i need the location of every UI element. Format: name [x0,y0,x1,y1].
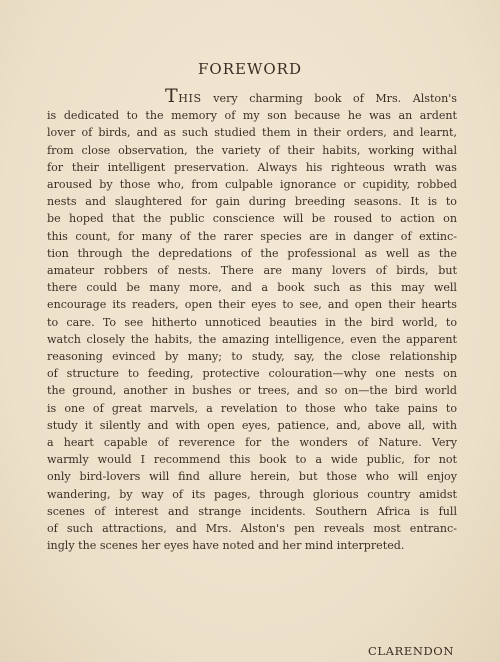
paragraph-line: to care. To see hitherto unnoticed beauties in the bird world, to [47,315,457,329]
paragraph-line: lover of birds, and as such studied them in their orders, and learnt, [47,126,457,140]
paragraph-line: is dedicated to the memory of my son because he was an ardent [47,109,457,123]
paragraph-line: study it silently and with open eyes, patience, and, above all, with [47,418,457,432]
paragraph-line: amateur robbers of nests. There are many lovers of birds, but [47,264,457,278]
paragraph-line: for their intelligent preservation. Always his righteous wrath was [47,160,457,174]
paragraph-line: a heart capable of reverence for the wonders of Nature. Very [47,436,457,450]
drop-cap: T [165,85,179,107]
opening-word-rest: HIS [178,92,202,105]
paragraph-line: watch closely the habits, the amazing intelligence, even the apparent [47,332,457,346]
paragraph-line: tion through the depredations of the professional as well as the [47,246,457,260]
paragraph-line: warmly would I recommend this book to a wide public, for not [47,453,457,467]
paragraph-line: encourage its readers, open their eyes to see, and open their hearts [47,298,457,312]
paragraph-line: the ground, another in bushes or trees, and so on—the bird world [47,384,457,398]
opening-word [165,85,202,107]
paragraph-line: from close observation, the variety of their habits, working withal [47,143,457,157]
foreword-body [47,85,457,554]
paragraph-line: ingly the scenes her eyes have noted and her mind interpreted. [47,539,405,553]
opening-line-rest: very charming book of Mrs. Alston's [201,92,457,105]
paragraph-line: reasoning evinced by many; to study, say, the close relationship [47,350,457,364]
signature: CLARENDON [368,644,454,658]
paragraph-line: wandering, by way of its pages, through glorious country amidst [47,487,457,501]
paragraph-line [47,85,457,107]
paragraph-line: only bird-lovers will find allure herein, but those who will enjoy [47,470,457,484]
paragraph-line: scenes of interest and strange incidents. Southern Africa is full [47,504,457,518]
paragraph-line: nests and slaughtered for gain during breeding seasons. It is to [47,195,457,209]
paragraph-line: aroused by those who, from culpable ignorance or cupidity, robbed [47,178,457,192]
paragraph-line: be hoped that the public conscience will be roused to action on [47,212,457,226]
paragraph-line: there could be many more, and a book such as this may well [47,281,457,295]
page-heading: FOREWORD [198,60,302,78]
paragraph-line: is one of great marvels, a revelation to those who take pains to [47,401,457,415]
paragraph-line: of structure to feeding, protective colouration—why one nests on [47,367,457,381]
paragraph-line: this count, for many of the rarer species are in danger of extinc- [47,229,457,243]
paragraph-line: of such attractions, and Mrs. Alston's pen reveals most entranc- [47,522,457,536]
